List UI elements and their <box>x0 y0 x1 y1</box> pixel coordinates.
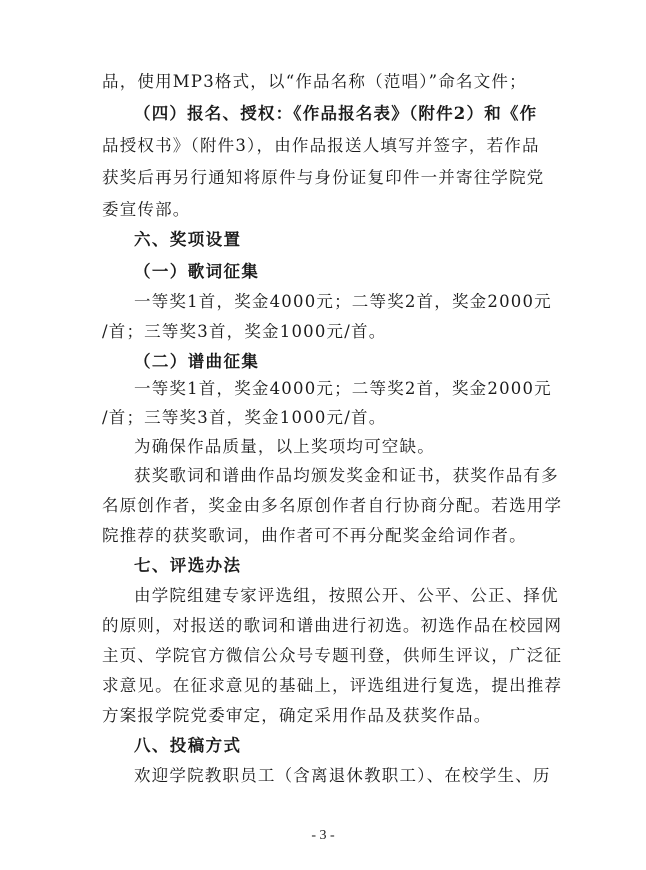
subsection-heading: （二）谱曲征集 <box>134 352 260 371</box>
paragraph-line: 品授权书》（附件3），由作品报送人填写并签字，若作品 <box>102 136 540 155</box>
paragraph-line: 院推荐的获奖歌词，曲作者可不再分配奖金给词作者。 <box>102 526 527 545</box>
paragraph-line: 获奖歌词和谱曲作品均颁发奖金和证书，获奖作品有多 <box>134 466 559 485</box>
paragraph-line: 一等奖1首，奖金4000元；二等奖2首，奖金2000元 <box>134 379 552 398</box>
paragraph-line: 主页、学院官方微信公众号专题刊登，供师生评议，广泛征 <box>102 646 563 665</box>
item-marker: （四） <box>134 104 188 123</box>
subsection-heading: （一）歌词征集 <box>134 262 260 281</box>
paragraph-line <box>0 99 646 129</box>
page-number: - 3 - <box>311 828 335 843</box>
paragraph-line: /首；三等奖3首，奖金1000元/首。 <box>102 322 387 341</box>
paragraph-line: 品，使用MP3格式，以“作品名称（范唱）”命名文件； <box>102 72 527 91</box>
paragraph-line: 一等奖1首，奖金4000元；二等奖2首，奖金2000元 <box>134 292 552 311</box>
paragraph-line: 由学院组建专家评选组，按照公开、公平、公正、择优 <box>134 586 559 605</box>
paragraph-line: 获奖后再另行通知将原件与身份证复印件一并寄往学院党 <box>102 168 545 187</box>
section-heading: 七、评选办法 <box>134 556 242 575</box>
section-heading: 八、投稿方式 <box>134 736 242 755</box>
paragraph-line: 的原则，对报送的歌词和谱曲进行初选。初选作品在校园网 <box>102 616 563 635</box>
paragraph-line: 为确保作品质量，以上奖项均可空缺。 <box>134 437 435 456</box>
paragraph-line: /首；三等奖3首，奖金1000元/首。 <box>102 408 387 427</box>
paragraph-line: 名原创作者，奖金由多名原创作者自行协商分配。若选用学 <box>102 496 563 515</box>
section-heading: 六、奖项设置 <box>134 230 242 249</box>
item-title: 报名、授权：《作品报名表》（附件2）和《作 <box>187 104 538 123</box>
paragraph-line: 求意见。在征求意见的基础上，评选组进行复选，提出推荐 <box>102 676 563 695</box>
paragraph-line: 欢迎学院教职员工（含离退休教职工）、在校学生、历 <box>134 766 551 785</box>
paragraph-line: 委宣传部。 <box>102 200 191 219</box>
paragraph-line: 方案报学院党委审定，确定采用作品及获奖作品。 <box>102 706 492 725</box>
